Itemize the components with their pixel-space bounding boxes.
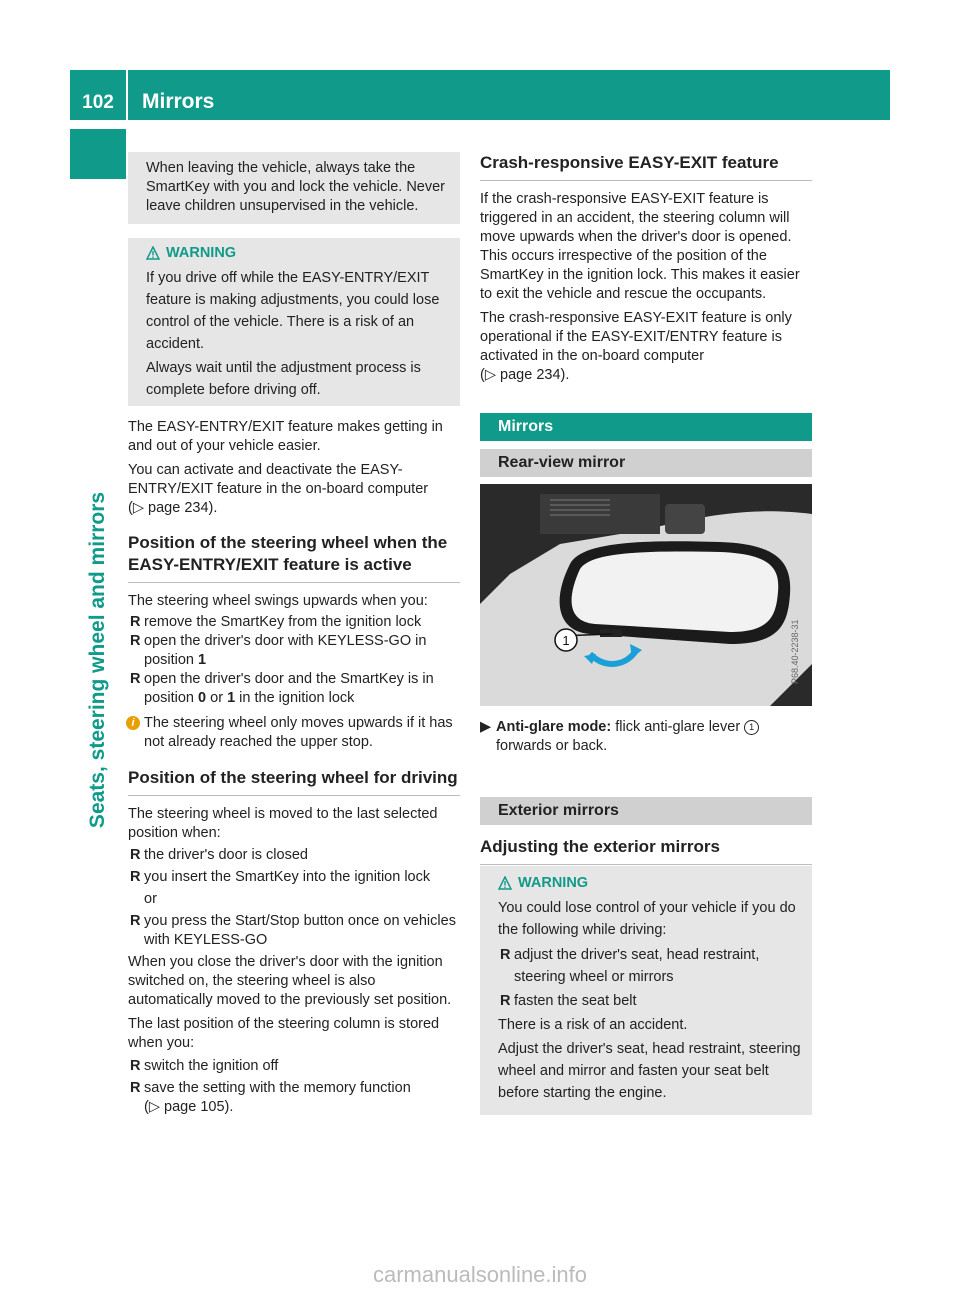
list-item-text: open the driver's door and the SmartKey is in position <box>144 671 434 706</box>
photo-callout: 1 <box>562 633 570 648</box>
bullet-list <box>128 613 460 708</box>
paragraph: You can activate and deactivate the EASY-ENTRY/EXIT feature in the on-board computer (▷ page 234). <box>128 462 429 516</box>
subsection-bar-rearview: Rear-view mirror <box>480 449 812 477</box>
paragraph: When you close the driver's door with the ignition switched on, the steering wheel is also automatically moved to the previously set position. <box>128 954 452 1008</box>
list-item: R you press the Start/Stop button once on vehicles with KEYLESS-GO <box>130 913 456 948</box>
warning-text: You could lose control of your vehicle if you do the following while driving: <box>498 900 796 938</box>
list-item-text: switch the ignition off <box>144 1058 279 1074</box>
section-bar-mirrors: Mirrors <box>480 413 812 441</box>
callout-icon: 1 <box>744 720 759 735</box>
list-item: R remove the SmartKey from the ignition lock <box>130 614 422 630</box>
paragraph: The last position of the steering column is stored when you: <box>128 1016 440 1051</box>
position-value: 1 <box>198 652 207 668</box>
step-text <box>480 718 812 756</box>
list-item-text: or <box>144 891 157 907</box>
warning-text: If you drive off while the EASY-ENTRY/EXIT feature is making adjustments, you could lose control of the vehicle. There is a risk of an accident. <box>146 270 440 352</box>
warning-title: WARNING <box>518 875 589 891</box>
warning-box <box>480 866 812 1115</box>
heading-block <box>480 836 812 865</box>
step-label: Anti-glare mode: <box>496 719 612 735</box>
warning-header <box>146 245 460 261</box>
list-item: R open the driver's door with KEYLESS-GO in position 1 <box>130 633 427 668</box>
list-item: R the driver's door is closed <box>130 847 308 863</box>
warning-text: There is a risk of an accident. <box>498 1017 688 1033</box>
list-item: R fasten the seat belt <box>500 993 637 1009</box>
list-item-text: open the driver's door with KEYLESS-GO in position <box>144 633 427 668</box>
warning-icon <box>146 246 160 260</box>
list-item-text: save the setting with the memory function <box>144 1080 411 1096</box>
position-value: 1 <box>227 690 236 706</box>
list-item-text: you press the Start/Stop button once on vehicles with KEYLESS-GO <box>144 913 456 948</box>
mirror-illustration <box>480 484 812 706</box>
rearview-mirror-photo <box>480 484 812 706</box>
heading: Position of the steering wheel for driving <box>128 768 458 787</box>
page-ref-icon: ▷ <box>484 367 496 383</box>
warning-title: WARNING <box>166 245 237 261</box>
bullet-list <box>128 1057 460 1117</box>
divider <box>480 864 812 865</box>
list-item: R save the setting with the memory function (▷ page 105). <box>130 1080 411 1115</box>
section-header <box>128 70 890 120</box>
info-text: The steering wheel only moves upwards if it has not already reached the upper stop. <box>144 715 453 750</box>
instruction-step <box>480 718 812 756</box>
warning-text: Adjust the driver's seat, head restraint, steering wheel and mirror and fasten your seat belt before starting the engine. <box>498 1041 801 1101</box>
note-text: When leaving the vehicle, always take the SmartKey with you and lock the vehicle. Never leave children unsupervised in the vehicle. <box>146 160 445 214</box>
bullet-list <box>498 944 812 1012</box>
watermark: carmanualsonline.info <box>372 1262 588 1287</box>
heading: Adjusting the exterior mirrors <box>480 837 720 856</box>
list-item-text: or <box>210 690 224 706</box>
list-item: R open the driver's door and the SmartKey is in position 0 or 1 in the ignition lock <box>130 671 434 706</box>
divider <box>128 795 460 796</box>
list-item: R adjust the driver's seat, head restraint, steering wheel or mirrors <box>500 947 760 985</box>
list-item: R switch the ignition off <box>130 1058 279 1074</box>
step-text-end: forwards or back. <box>496 738 608 754</box>
list-item-text: adjust the driver's seat, head restraint, steering wheel or mirrors <box>514 947 760 985</box>
warning-header <box>498 875 812 891</box>
arrow-icon: ▶ <box>480 719 492 735</box>
paragraph-text: The crash-responsive EASY-EXIT feature is only operational if the EASY-EXIT/ENTRY feature is activated in the on-board computer <box>480 310 792 364</box>
info-note <box>128 714 460 752</box>
list-item-text: fasten the seat belt <box>514 993 637 1009</box>
page-link[interactable]: page 234). <box>500 367 570 383</box>
page-link[interactable]: page 234). <box>148 500 218 516</box>
paragraph-text: You can activate and deactivate the EASY-ENTRY/EXIT feature in the on-board computer <box>128 462 429 497</box>
paragraph: The steering wheel swings upwards when you: <box>128 593 428 609</box>
subsection-bar-exterior: Exterior mirrors <box>480 797 812 825</box>
divider <box>128 582 460 583</box>
section-title: Mirrors <box>142 90 215 113</box>
page-number: 102 <box>82 92 114 113</box>
divider <box>480 180 812 181</box>
heading: Crash-responsive EASY-EXIT feature <box>480 153 779 172</box>
page-link[interactable]: page 105). <box>164 1099 234 1115</box>
paragraph: If the crash-responsive EASY-EXIT feature is triggered in an accident, the steering column will move upwards when the driver's door is opened. This occurs irrespective of the position of the SmartKey in the ignition lock. This makes it easier to exit the vehicle and rescue the occupants. <box>480 191 800 302</box>
warning-text: Always wait until the adjustment process is complete before driving off. <box>146 360 421 398</box>
position-value: 0 <box>198 690 207 706</box>
list-item-or <box>128 890 460 909</box>
step-text-body: flick anti-glare lever <box>615 719 741 735</box>
note-box <box>128 152 460 224</box>
info-icon: i <box>126 716 140 730</box>
paragraph: The steering wheel is moved to the last selected position when: <box>128 806 438 841</box>
chapter-marker <box>70 129 126 179</box>
list-item: R you insert the SmartKey into the ignition lock <box>130 869 431 885</box>
heading: Position of the steering wheel when the EASY-ENTRY/EXIT feature is active <box>128 533 448 574</box>
left-column <box>128 418 460 1117</box>
right-column <box>480 152 812 385</box>
warning-box <box>128 238 460 406</box>
list-item-text: in the ignition lock <box>239 690 355 706</box>
photo-code: P68.40-2238-31 <box>790 619 800 684</box>
list-item-text: the driver's door is closed <box>144 847 308 863</box>
paragraph: The EASY-ENTRY/EXIT feature makes getting in and out of your vehicle easier. <box>128 419 443 454</box>
page-ref-icon: ▷ <box>132 500 144 516</box>
paragraph: The crash-responsive EASY-EXIT feature is only operational if the EASY-EXIT/ENTRY feature is activated in the on-board computer (▷ page 234). <box>480 310 792 383</box>
page-ref-icon: ▷ <box>148 1099 160 1115</box>
list-item-text: you insert the SmartKey into the ignition lock <box>144 869 431 885</box>
page-number-box <box>70 70 126 120</box>
chapter-title: Seats, steering wheel and mirrors <box>86 491 109 829</box>
bullet-list <box>128 846 460 950</box>
warning-icon <box>498 876 512 890</box>
list-item-text: remove the SmartKey from the ignition lock <box>144 614 422 630</box>
